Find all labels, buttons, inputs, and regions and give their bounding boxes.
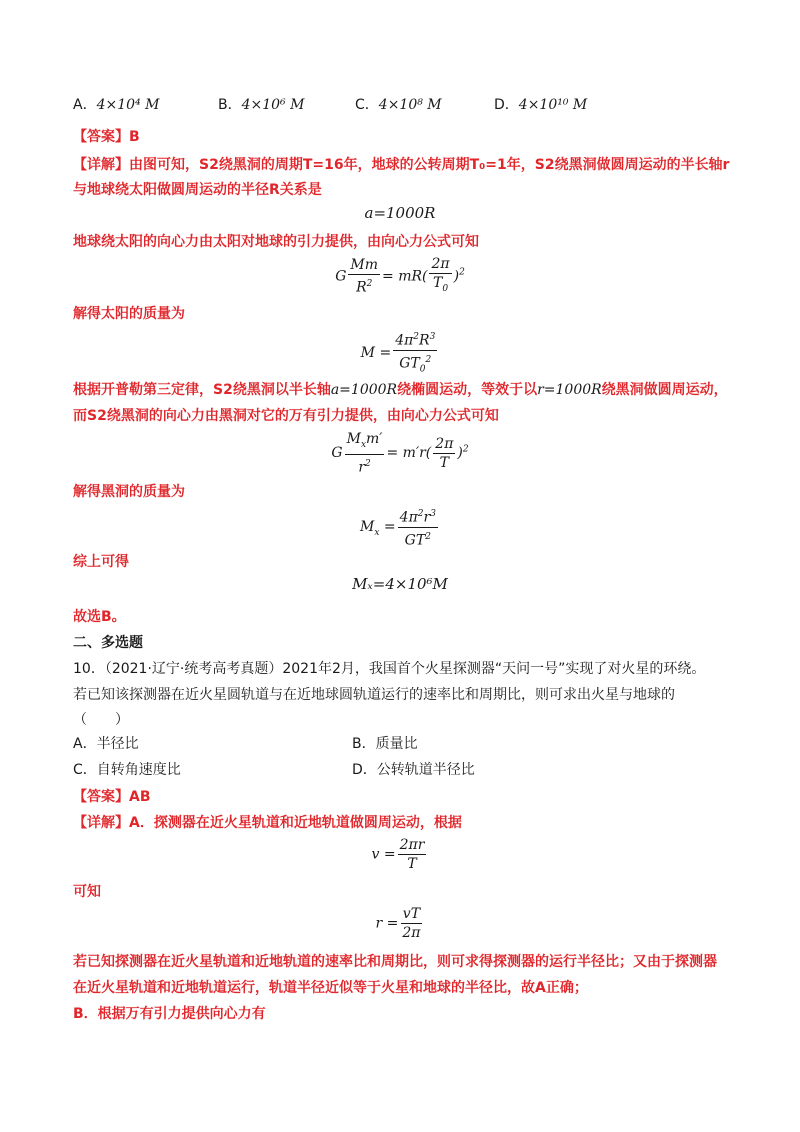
q10-stem-line-2: 若已知该探测器在近火星圆轨道与在近地球圆轨道运行的速率比和周期比，则可求出火星与地球的 xyxy=(73,687,675,703)
equation-s2-centripetal: G $\frac{M_xm'}{r^2}$ = m′r( $\frac{2\pi}{T}$ )$^2$ xyxy=(331,431,469,476)
q10-option-b: B．质量比 xyxy=(352,736,418,752)
equation-blackhole-mass: $M_x$ = $\frac{4\pi^2r^3}{GT^2}$ xyxy=(0,505,800,549)
equation-radius: r = $\frac{vT}{2\pi}$ xyxy=(375,906,421,941)
q9-detail-line-6: 而S2绕黑洞的向心力由黑洞对它的万有引力提供，由向心力公式可知 xyxy=(73,408,499,424)
equation-final-result: Mₓ=4×10⁶M xyxy=(352,575,448,593)
q10-detail-line-1: 【详解】A．探测器在近火星轨道和近地轨道做圆周运动，根据 xyxy=(73,815,462,831)
q9-option-b: B．4×10⁶ M xyxy=(218,97,305,113)
q10-option-a: A．半径比 xyxy=(73,736,139,752)
q10-answer: 【答案】AB xyxy=(73,789,151,805)
q9-detail-line-3: 地球绕太阳的向心力由太阳对地球的引力提供，由向心力公式可知 xyxy=(73,234,479,250)
q9-detail-line-5: 根据开普勒第三定律，S2绕黑洞以半长轴a=1000R绕椭圆运动，等效于以r=1000R绕黑洞做圆周运动， xyxy=(73,382,728,398)
q9-answer: 【答案】B xyxy=(73,129,140,145)
q9-option-a: A．4×10⁴ M xyxy=(73,97,160,113)
q10-stem-line-1: 10．（2021·辽宁·统考高考真题）2021年2月，我国首个火星探测器“天问一号”实现了对火星的环绕。 xyxy=(73,661,706,677)
q9-detail-line-1: 【详解】由图可知，S2绕黑洞的周期T=16年，地球的公转周期T₀=1年，S2绕黑洞做圆周运动的半长轴r xyxy=(73,157,730,173)
q9-detail-line-8: 综上可得 xyxy=(73,554,129,570)
q9-detail-line-2: 与地球绕太阳做圆周运动的半径R关系是 xyxy=(73,182,322,198)
q10-stem-line-3: （ ） xyxy=(73,712,129,728)
q9-detail-line-9: 故选B。 xyxy=(73,609,126,625)
equation-a-1000r: a=1000R xyxy=(364,204,436,222)
section-title: 二、多选题 xyxy=(73,635,143,651)
q9-detail-line-4: 解得太阳的质量为 xyxy=(73,306,185,322)
q10-detail-line-2: 可知 xyxy=(73,884,101,900)
equation-sun-mass: M = $\frac{4\pi^2R^3}{GT_0^2}$ xyxy=(0,328,800,378)
equation-velocity: v = $\frac{2\pi r}{T}$ xyxy=(371,837,425,872)
q9-option-d: D．4×10¹⁰ M xyxy=(494,97,588,113)
q9-detail-line-7: 解得黑洞的质量为 xyxy=(73,484,185,500)
q9-option-c: C．4×10⁸ M xyxy=(355,97,442,113)
q10-detail-line-5: B．根据万有引力提供向心力有 xyxy=(73,1006,266,1022)
q10-option-d: D．公转轨道半径比 xyxy=(352,762,475,778)
q10-detail-line-4: 在近火星轨道和近地轨道运行，轨道半径近似等于火星和地球的半径比，故A正确； xyxy=(73,980,588,996)
q10-option-c: C．自转角速度比 xyxy=(73,762,181,778)
equation-earth-centripetal: G $\frac{Mm}{R^2}$ = mR( $\frac{2\pi}{T_0}$ )$^2$ xyxy=(335,256,465,296)
q10-detail-line-3: 若已知探测器在近火星轨道和近地轨道的速率比和周期比，则可求得探测器的运行半径比；又由于探测器 xyxy=(73,954,717,970)
